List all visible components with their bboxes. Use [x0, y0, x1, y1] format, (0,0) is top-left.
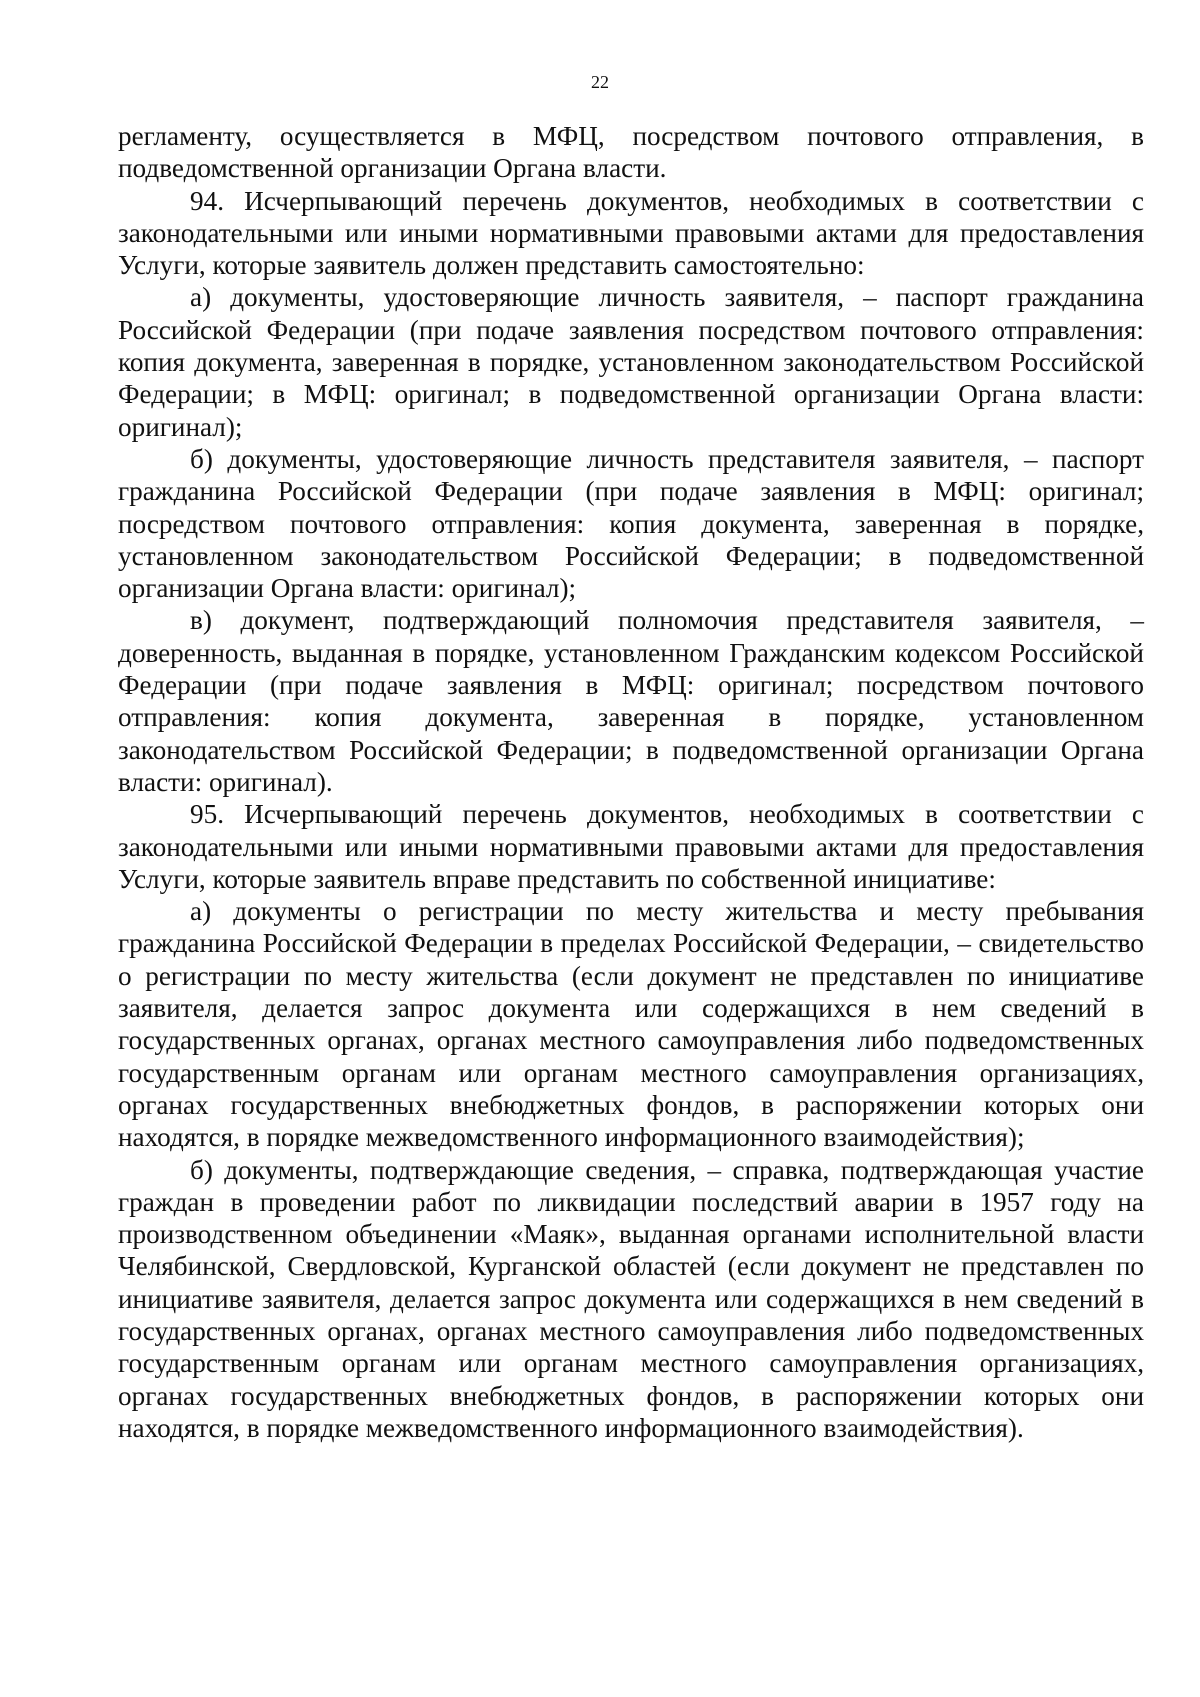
- paragraph-94-b: б) документы, удостоверяющие личность представителя заявителя, – паспорт гражданина Российской Федерации (при подаче заявления в МФЦ: оригинал; посредством почтового отправления: копия документа, заверенная в порядке, установленном законодательством Российской Федерации; в подведомственной организации Органа власти: оригинал);: [118, 443, 1144, 604]
- paragraph-item-94: 94. Исчерпывающий перечень документов, необходимых в соответствии с законодательными или иными нормативными правовыми актами для предоставления Услуги, которые заявитель должен представить самостоятельно:: [118, 185, 1144, 281]
- paragraph-continuation: регламенту, осуществляется в МФЦ, посредством почтового отправления, в подведомственной организации Органа власти.: [118, 121, 1144, 184]
- paragraph-95-b: б) документы, подтверждающие сведения, – справка, подтверждающая участие граждан в проведении работ по ликвидации последствий аварии в 1957 году на производственном объединении «Маяк», выданная органами исполнительной власти Челябинской, Свердловской, Курганской областей (если документ не представлен по инициативе заявителя, делается запрос документа или содержащихся в нем сведений в государственных органах, органах местного самоуправления либо подведомственных государственным органам или органам местного самоуправления организациях, органах государственных внебюджетных фондов, в распоряжении которых они находятся, в порядке межведомственного информационного взаимодействия).: [118, 1154, 1144, 1443]
- paragraph-95-a: а) документы о регистрации по месту жительства и месту пребывания гражданина Российской Федерации в пределах Российской Федерации, – свидетельство о регистрации по месту жительства (если документ не представлен по инициативе заявителя, делается запрос документа или содержащихся в нем сведений в государственных органах, органах местного самоуправления либо подведомственных государственным органам или органам местного самоуправления организациях, органах государственных внебюджетных фондов, в распоряжении которых они находятся, в порядке межведомственного информационного взаимодействия);: [118, 896, 1144, 1153]
- paragraph-94-v: в) документ, подтверждающий полномочия представителя заявителя, – доверенность, выданная в порядке, установленном Гражданским кодексом Российской Федерации (при подаче заявления в МФЦ: оригинал; посредством почтового отправления: копия документа, заверенная в порядке, установленном законодательством Российской Федерации; в подведомственной организации Органа власти: оригинал).: [118, 605, 1144, 797]
- document-body: [118, 120, 1144, 1444]
- page-number: 22: [591, 72, 609, 92]
- paragraph-item-95: 95. Исчерпывающий перечень документов, необходимых в соответствии с законодательными или иными нормативными правовыми актами для предоставления Услуги, которые заявитель вправе представить по собственной инициативе:: [118, 799, 1144, 894]
- paragraph-94-a: а) документы, удостоверяющие личность заявителя, – паспорт гражданина Российской Федерации (при подаче заявления посредством почтового отправления: копия документа, заверенная в порядке, установленном законодательством Российской Федерации; в МФЦ: оригинал; в подведомственной организации Органа власти: оригинал);: [118, 282, 1144, 442]
